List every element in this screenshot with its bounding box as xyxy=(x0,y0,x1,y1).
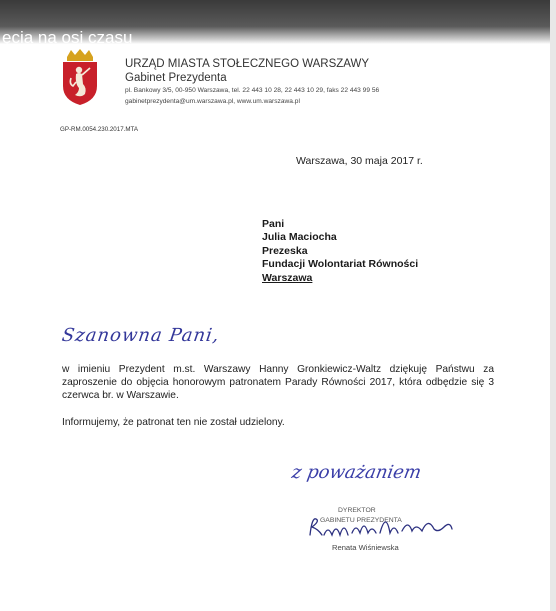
signer-name: Renata Wiśniewska xyxy=(332,543,399,552)
recipient-name: Julia Maciocha xyxy=(262,231,337,244)
video-overlay-title: ęcia na osi czasu xyxy=(2,28,133,47)
handwritten-signature xyxy=(302,505,472,545)
body-paragraph-info: Informujemy, że patronat ten nie został udzielony. xyxy=(62,417,285,428)
recipient-block xyxy=(262,218,418,285)
position-office: GABINETU PREZYDENTA xyxy=(320,517,402,524)
recipient-line: Pani xyxy=(262,218,285,230)
handwritten-closing: z poważaniem xyxy=(290,462,423,483)
office-contact: gabinetprezydenta@um.warszawa.pl, www.um.warszawa.pl xyxy=(125,98,300,105)
position-title: DYREKTOR xyxy=(338,507,376,514)
recipient-city: Warszawa xyxy=(262,271,313,284)
recipient-organization: Fundacji Wolontariat Równości xyxy=(262,258,419,271)
body-paragraph: w imieniu Prezydent m.st. Warszawy Hanny Gronkiewicz-Waltz dziękuję Państwu za zaproszenie do objęcia honorowym patronatem Parady Równości 2017, która odbędzie się 3 czerwca br. w Warszawie. xyxy=(62,364,494,401)
letter-body xyxy=(62,364,494,402)
office-address: pl. Bankowy 3/5, 00-950 Warszawa, tel. 22 443 10 28, 22 443 10 29, faks 22 443 99 56 xyxy=(125,87,380,94)
recipient-title: Prezeska xyxy=(262,244,308,257)
office-name: URZĄD MIASTA STOŁECZNEGO WARSZAWY xyxy=(125,58,370,70)
reference-number: GP-RM.0054.230.2017.MTA xyxy=(60,126,138,133)
warsaw-coat-of-arms-icon xyxy=(57,48,103,106)
place-and-date: Warszawa, 30 maja 2017 r. xyxy=(296,155,423,167)
office-subtitle: Gabinet Prezydenta xyxy=(125,72,227,84)
handwritten-salutation: Szanowna Pani, xyxy=(60,325,222,346)
frame-right-edge xyxy=(550,0,556,611)
